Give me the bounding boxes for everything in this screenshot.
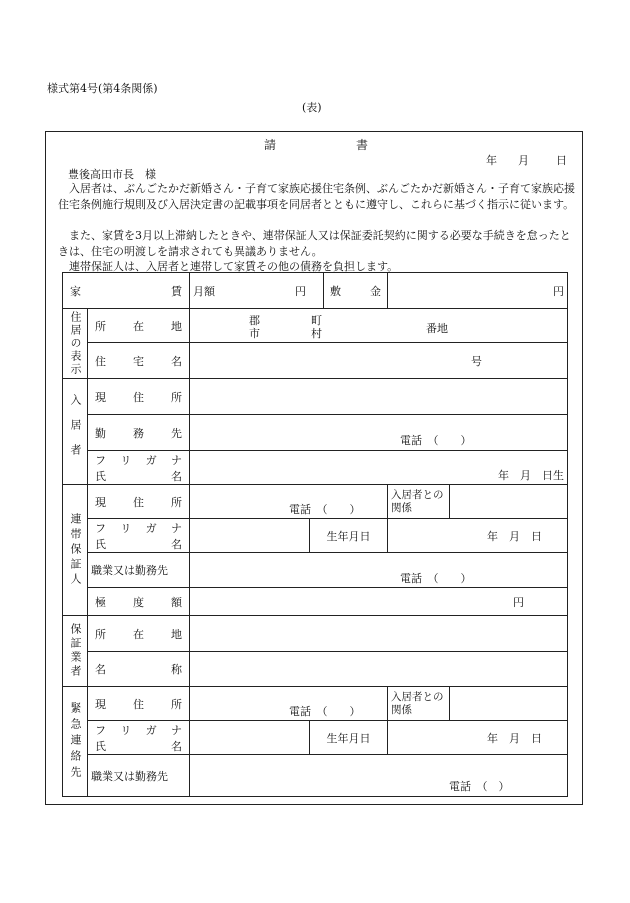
- company-name-value[interactable]: [190, 652, 568, 687]
- rent-row: [63, 273, 568, 309]
- date-month: 月: [518, 154, 529, 167]
- rent-amount-cell[interactable]: 月額 円: [190, 273, 324, 309]
- date-year: 年: [486, 154, 497, 167]
- guarantor-address-row: [63, 485, 568, 519]
- guarantor-name-row: [63, 519, 568, 553]
- residence-group-label: 住居の表示: [63, 309, 88, 379]
- emergency-name-row: [63, 721, 568, 755]
- guarantor-work-value[interactable]: 電話 （ ）: [190, 553, 568, 588]
- location-label: 所 在 地: [88, 309, 190, 343]
- tenant-group-label: 入居者: [63, 379, 88, 485]
- side-label: (表): [302, 101, 322, 114]
- company-location-row: [63, 616, 568, 652]
- emergency-address-row: [63, 687, 568, 721]
- tenant-address-value[interactable]: [190, 379, 568, 415]
- emergency-work-label: 職業又は勤務先: [88, 755, 190, 797]
- title-char-1: 請: [264, 138, 277, 152]
- company-name-row: [63, 652, 568, 687]
- guarantor-name-value[interactable]: [190, 519, 310, 553]
- emergency-name-value[interactable]: [190, 721, 310, 755]
- emergency-relation-label: 入居者との関係: [388, 687, 450, 721]
- location-value[interactable]: 郡 市 町 村 番地: [190, 309, 568, 343]
- company-name-label: 名 称: [88, 652, 190, 687]
- paragraph-3: 連帯保証人は、入居者と連帯して家賃その他の債務を負担します。: [69, 260, 399, 273]
- guarantor-address-label: 現 住 所: [88, 485, 190, 519]
- addressee: 豊後高田市長 様: [68, 168, 156, 181]
- house-name-label: 住 宅 名: [88, 343, 190, 379]
- emergency-relation-value[interactable]: [450, 687, 568, 721]
- guarantor-limit-value[interactable]: 円: [190, 588, 568, 616]
- company-location-value[interactable]: [190, 616, 568, 652]
- tenant-address-row: [63, 379, 568, 415]
- house-name-value[interactable]: 号: [190, 343, 568, 379]
- tenant-work-row: [63, 415, 568, 451]
- emergency-work-row: [63, 755, 568, 797]
- paragraph-2: また、家賃を3月以上滞納したときや、連帯保証人又は保証委託契約に関する必要な手続きを怠ったときは、住宅の明渡しを請求されても異議ありません。: [58, 229, 571, 258]
- emergency-work-value[interactable]: 電話 （ ）: [190, 755, 568, 797]
- emergency-group-label: 緊急連絡先: [63, 687, 88, 797]
- guarantor-work-row: [63, 553, 568, 588]
- deposit-amount-cell[interactable]: 円: [388, 273, 568, 309]
- location-row: [63, 309, 568, 343]
- emergency-dob-label: 生年月日: [310, 721, 388, 755]
- emergency-address-label: 現 住 所: [88, 687, 190, 721]
- form-number: 様式第4号(第4条関係): [47, 82, 158, 95]
- guarantor-relation-label: 入居者との関係: [388, 485, 450, 519]
- rent-label: 家 賃: [63, 273, 190, 309]
- emergency-dob-value[interactable]: 年 月 日: [388, 721, 568, 755]
- guarantor-limit-label: 極 度 額: [88, 588, 190, 616]
- guarantor-relation-value[interactable]: [450, 485, 568, 519]
- house-name-row: [63, 343, 568, 379]
- tenant-name-label: フ リ ガ ナ 氏 名: [88, 451, 190, 485]
- application-table: [62, 272, 568, 797]
- paragraph-1: 入居者は、ぶんごたかだ新婚さん・子育て家族応援住宅条例、ぶんごたかだ新婚さん・子育て家族応援住宅条例施行規則及び入居決定書の記載事項を同居者とともに遵守し、これらに基づく指示に従います。: [58, 182, 575, 211]
- emergency-address-value[interactable]: 電話 （ ）: [190, 687, 388, 721]
- emergency-name-label: フ リ ガ ナ 氏 名: [88, 721, 190, 755]
- guarantor-group-label: 連帯保証人: [63, 485, 88, 616]
- tenant-name-row: [63, 451, 568, 485]
- date-day: 日: [556, 154, 567, 167]
- company-location-label: 所 在 地: [88, 616, 190, 652]
- guarantor-limit-row: [63, 588, 568, 616]
- company-group-label: 保証業者: [63, 616, 88, 687]
- guarantor-dob-value[interactable]: 年 月 日: [388, 519, 568, 553]
- title-char-2: 書: [356, 138, 369, 152]
- tenant-name-value[interactable]: 年 月 日生: [190, 451, 568, 485]
- tenant-work-value[interactable]: 電話 （ ）: [190, 415, 568, 451]
- tenant-work-label: 勤 務 先: [88, 415, 190, 451]
- guarantor-name-label: フ リ ガ ナ 氏 名: [88, 519, 190, 553]
- guarantor-dob-label: 生年月日: [310, 519, 388, 553]
- guarantor-work-label: 職業又は勤務先: [88, 553, 190, 588]
- tenant-address-label: 現 住 所: [88, 379, 190, 415]
- guarantor-address-value[interactable]: 電話 （ ）: [190, 485, 388, 519]
- deposit-label: 敷 金: [324, 273, 388, 309]
